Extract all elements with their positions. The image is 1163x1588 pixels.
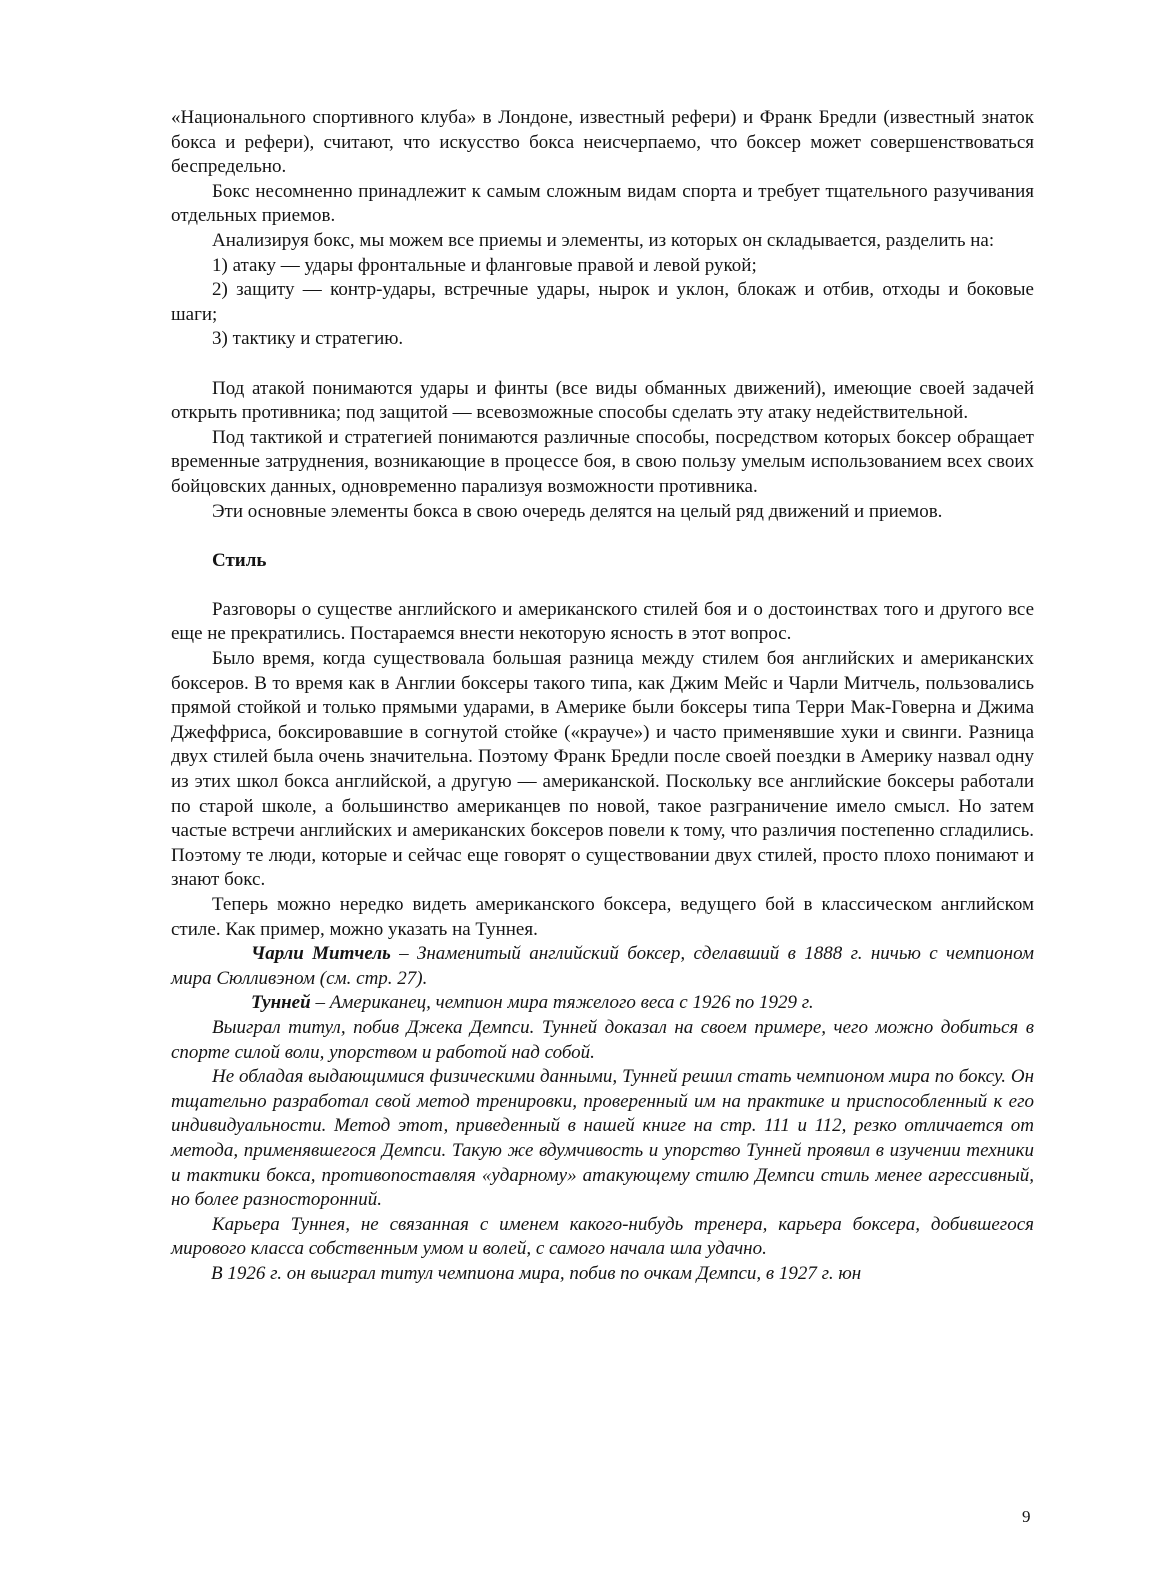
footnote-paragraph: В 1926 г. он выиграл титул чемпиона мира, побив по очкам Демпси, в 1927 г. юн	[211, 1262, 862, 1284]
spacer	[171, 573, 1034, 598]
footnote-text: – Американец, чемпион мира тяжелого веса с 1926 по 1929 г.	[310, 992, 814, 1014]
paragraph: Эти основные элементы бокса в свою очередь делятся на целый ряд движений и приемов.	[212, 500, 943, 522]
list-item-tactics: 3) тактику и стратегию.	[212, 328, 404, 350]
footnote-name: Тунней	[251, 992, 311, 1014]
footnote-tunney	[171, 991, 1034, 1016]
footnote-name: Чарли Митчель	[251, 943, 391, 965]
paragraph: Под тактикой и стратегией понимаются различные способы, посредством которых боксер обращает временные затруднения, возникающие в процессе боя, в свою пользу умелым использованием всех своих бойцовских данных, одновременно парализуя возможности противника.	[171, 426, 1034, 497]
footnote-text: – Знаменитый английский боксер, сделавший в 1888 г. ничью с чемпионом мира Сюлливэном (см. стр. 27).	[171, 943, 1034, 989]
footnote-paragraph: Выиграл титул, побив Джека Демпси. Тунней доказал на своем примере, чего можно добиться в спорте силой воли, упорством и работой над собой.	[171, 1016, 1034, 1063]
spacer	[171, 524, 1034, 549]
document-body	[171, 106, 1034, 1287]
footnote-mitchell	[171, 942, 1034, 991]
list-item-attack: 1) атаку — удары фронтальные и фланговые правой и левой рукой;	[212, 254, 757, 276]
paragraph: Анализируя бокс, мы можем все приемы и элементы, из которых он складывается, разделить на:	[212, 229, 995, 251]
section-title: Стиль	[212, 549, 267, 571]
paragraph: Бокс несомненно принадлежит к самым сложным видам спорта и требует тщательного разучивания отдельных приемов.	[171, 180, 1034, 227]
paragraph: Разговоры о существе английского и американского стилей боя и о достоинствах того и другого все еще не прекратились. Постараемся внести некоторую ясность в этот вопрос.	[171, 598, 1034, 645]
page-number: 9	[1022, 1507, 1031, 1526]
paragraph: Теперь можно нередко видеть американского боксера, ведущего бой в классическом английском стиле. Как пример, можно указать на Туннея.	[171, 894, 1034, 940]
paragraph: Было время, когда существовала большая разница между стилем боя английских и американских боксеров. В то время как в Англии боксеры такого типа, как Джим Мейс и Чарли Митчель, пользовались прямой стойкой и только прямыми ударами, в Америке были боксеры типа Терри Мак-Говерна и Джима Джеффриса, боксировавшие в согнутой стойке («крауче») и часто применявшие хуки и свинги. Разница двух стилей была очень значительна. Поэтому Франк Бредли после своей поездки в Америку назвал одну из этих школ бокса английской, а другую — американской. Поскольку все английские боксеры работали по старой школе, а большинство американцев по новой, такое разграничение имело смысл. Но затем частые встречи английских и американских боксеров повели к тому, что различия постепенно сгладились. Поэтому те люди, которые и сейчас еще говорят о существовании двух стилей, просто плохо понимают и знают бокс.	[171, 648, 1034, 891]
paragraph: «Национального спортивного клуба» в Лондоне, известный рефери) и Франк Бредли (известный знаток бокса и рефери), считают, что искусство бокса неисчерпаемо, что боксер может совершенствоваться беспредельно.	[171, 107, 1034, 178]
list-item-defense: 2) защиту — контр-удары, встречные удары, нырок и уклон, блокаж и отбив, отходы и боковые шаги;	[171, 279, 1034, 325]
paragraph: Под атакой понимаются удары и финты (все виды обманных движений), имеющие своей задачей открыть противника; под защитой — всевозможные способы сделать эту атаку недействительной.	[171, 377, 1034, 424]
footnote-paragraph: Карьера Туннея, не связанная с именем какого-нибудь тренера, карьера боксера, добившегося мирового класса собственным умом и волей, с самого начала шла удачно.	[171, 1213, 1034, 1260]
footnote-paragraph: Не обладая выдающимися физическими данными, Тунней решил стать чемпионом мира по боксу. Он тщательно разработал свой метод тренировки, проверенный им на практике и приспособленный к его индивидуальности. Метод этот, приведенный в нашей книге на стр. 111 и 112, резко отличается от метода, применявшегося Демпси. Такую же вдумчивость и упорство Тунней проявил в изучении техники и тактики бокса, противопоставляя «ударному» атакующему стилю Демпси стиль менее агрессивный, но более разносторонний.	[171, 1066, 1034, 1211]
spacer	[171, 352, 1034, 377]
